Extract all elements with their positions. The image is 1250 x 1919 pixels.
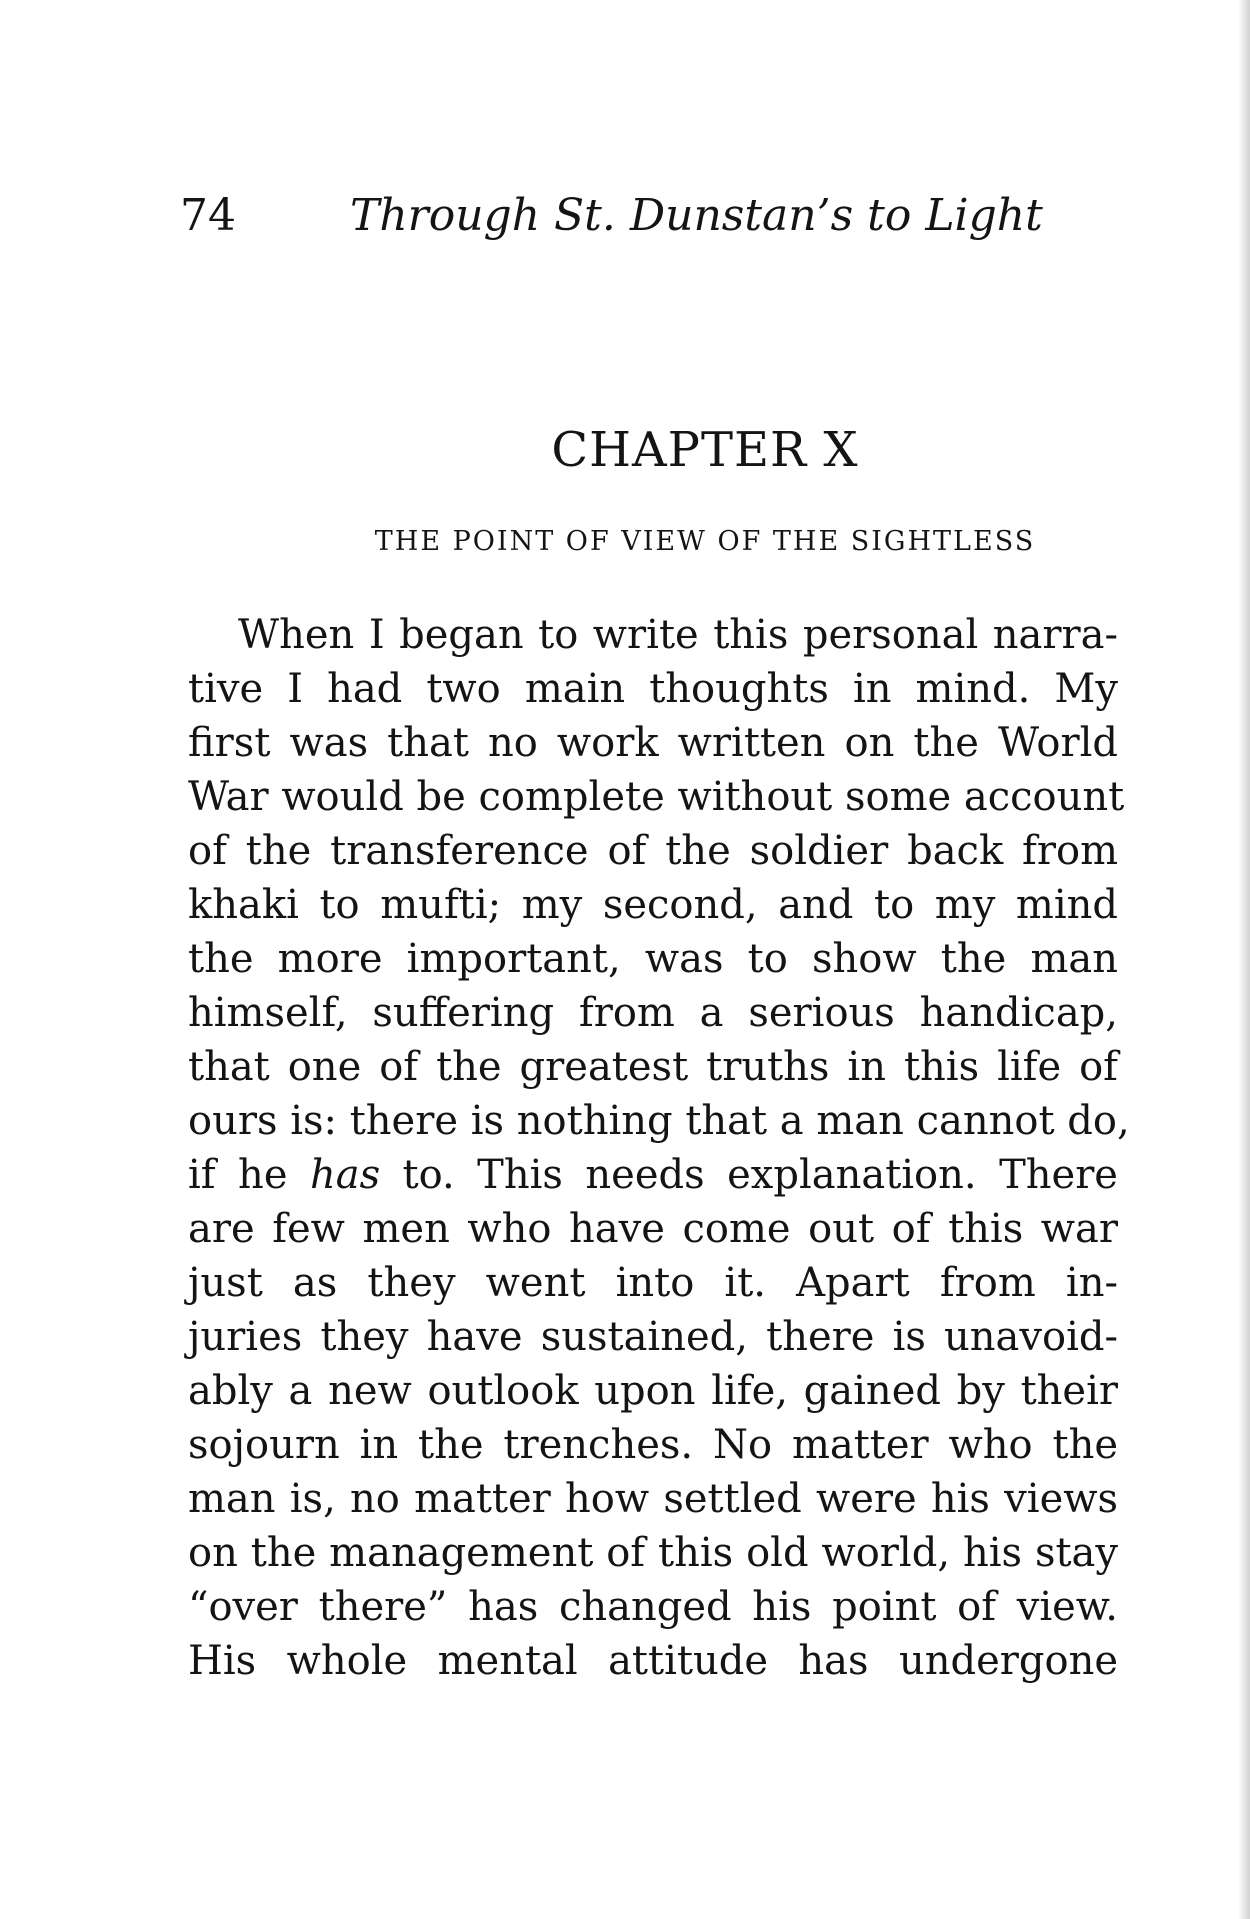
- chapter-subtitle: [0, 522, 1250, 562]
- text-line: tive I had two main thoughts in mind. My: [188, 666, 1118, 712]
- text-line: first was that no work written on the World: [188, 720, 1118, 766]
- italic-word: has: [309, 1152, 381, 1198]
- text-line: himself, suffering from a serious handicap,: [188, 990, 1118, 1036]
- text-line: just as they went into it. Apart from in-: [188, 1260, 1118, 1306]
- text-line: sojourn in the trenches. No matter who the: [188, 1422, 1118, 1468]
- page-number: 74: [180, 190, 236, 241]
- text-line: ours is: there is nothing that a man cannot do,: [188, 1098, 1130, 1144]
- text-line: of the transference of the soldier back from: [188, 828, 1118, 874]
- text-line: the more important, was to show the man: [188, 936, 1118, 982]
- text-line: ably a new outlook upon life, gained by their: [188, 1368, 1118, 1414]
- chapter-subtitle-text: THE POINT OF VIEW OF THE SIGHTLESS: [374, 526, 1036, 557]
- text-line: “over there” has changed his point of view.: [188, 1584, 1118, 1630]
- chapter-label: CHAPTER X: [551, 422, 859, 478]
- page-edge-shadow: [1238, 0, 1250, 1919]
- text-line: juries they have sustained, there is unavoid-: [188, 1314, 1118, 1360]
- text-line: His whole mental attitude has undergone: [188, 1638, 1118, 1684]
- running-head: [180, 186, 1043, 246]
- book-title: Through St. Dunstan’s to Light: [350, 190, 1043, 241]
- text-line: khaki to mufti; my second, and to my mind: [188, 882, 1118, 928]
- text-segment: to. This needs explanation. There: [380, 1152, 1118, 1198]
- text-line: man is, no matter how settled were his views: [188, 1476, 1118, 1522]
- text-line: are few men who have come out of this war: [188, 1206, 1118, 1252]
- text-line: [188, 1148, 1118, 1202]
- text-line: on the management of this old world, his stay: [188, 1530, 1118, 1576]
- text-line: War would be complete without some account: [188, 774, 1125, 820]
- body-text: [188, 608, 1130, 1688]
- text-line: that one of the greatest truths in this life of: [188, 1044, 1118, 1090]
- text-line: When I began to write this personal narra-: [238, 612, 1118, 658]
- chapter-heading: [0, 420, 1250, 480]
- text-segment: if he: [188, 1152, 310, 1198]
